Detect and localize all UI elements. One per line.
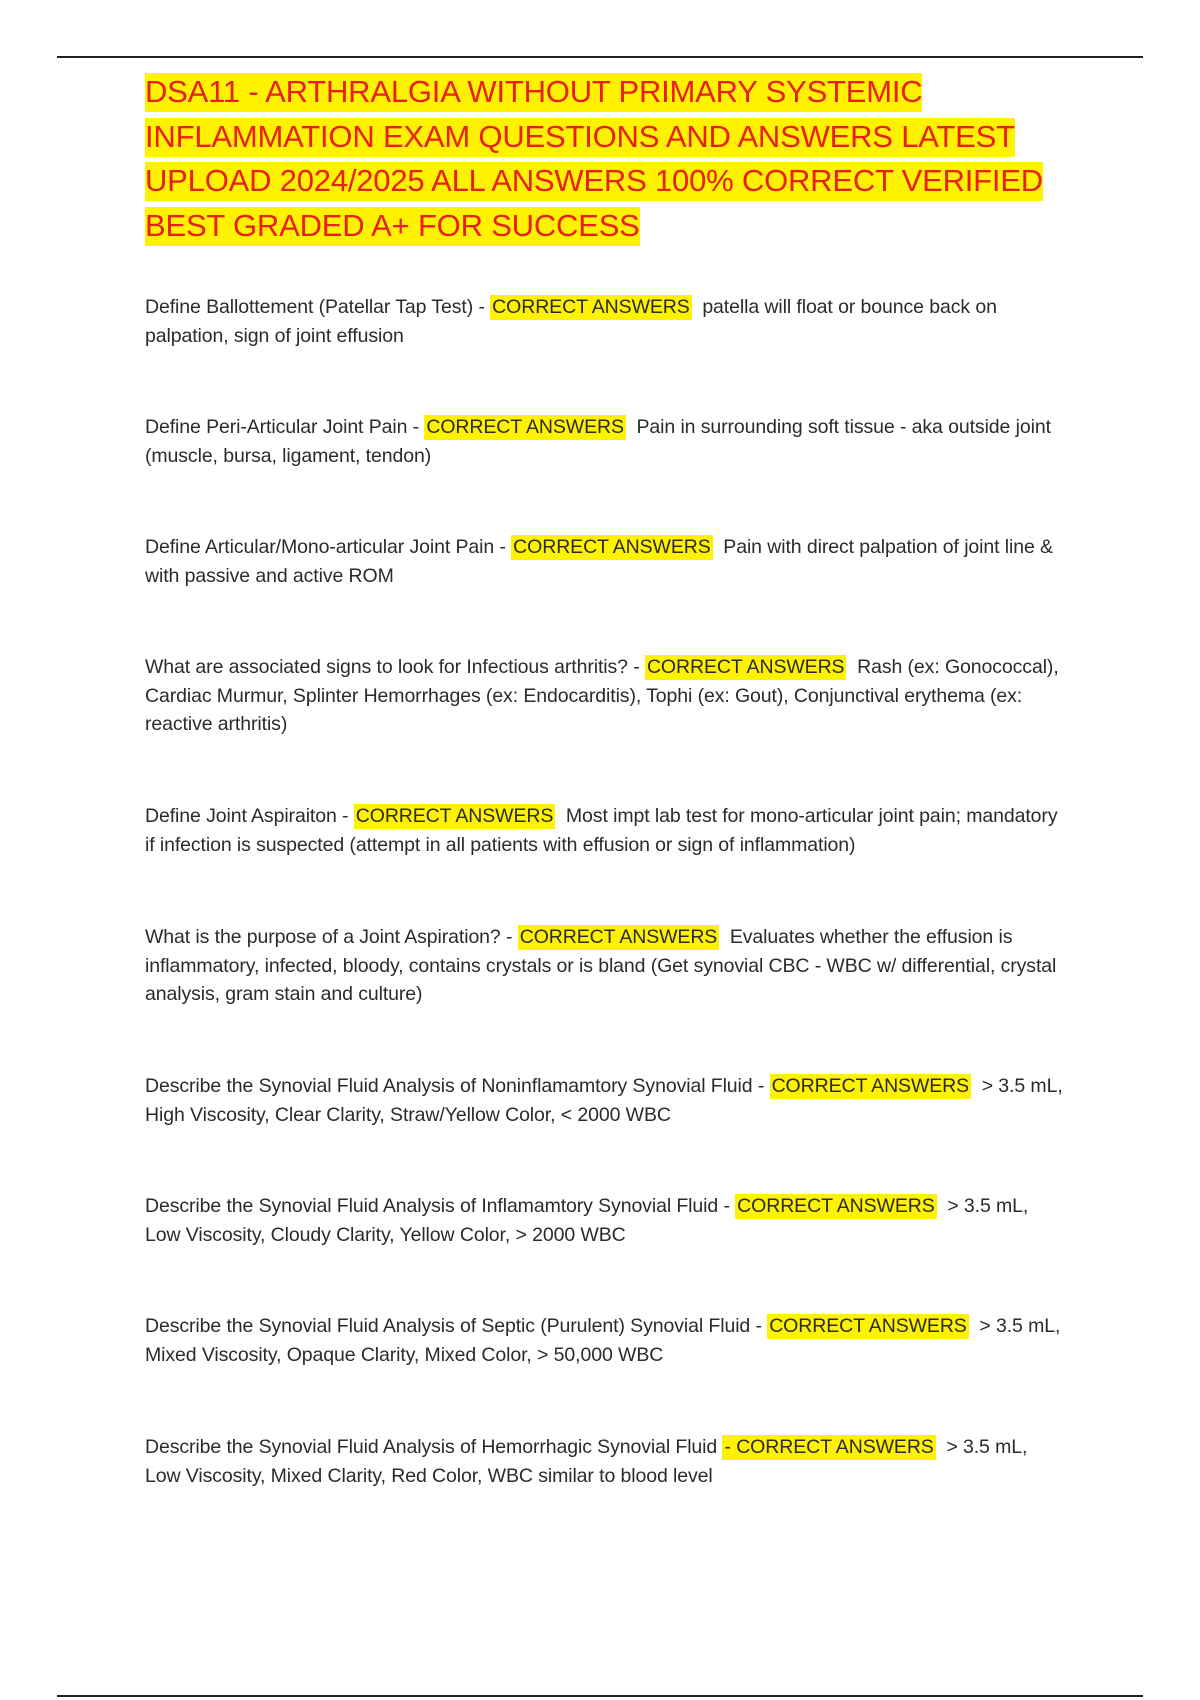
qa-item: Describe the Synovial Fluid Analysis of Septic (Purulent) Synovial Fluid - CORRECT ANSWERS > 3.5 mL, Mixed Viscosity, Opaque Clarity, Mixed Color, > 50,000 WBC bbox=[145, 1315, 1061, 1366]
answer-text: Pain with direct palpation of joint line & with passive and active ROM bbox=[145, 536, 1053, 587]
qa-item: Describe the Synovial Fluid Analysis of Inflamamtory Synovial Fluid - CORRECT ANSWERS > 3.5 mL, Low Viscosity, Cloudy Clarity, Yellow Color, > 2000 WBC bbox=[145, 1195, 1029, 1246]
answer-text: Rash (ex: Gonococcal), Cardiac Murmur, Splinter Hemorrhages (ex: Endocarditis), Tophi (ex: Gout), Conjunctival erythema (ex: reactive arthritis) bbox=[145, 656, 1059, 735]
question-text: What is the purpose of a Joint Aspiration? bbox=[145, 926, 501, 948]
question-text: What are associated signs to look for Infectious arthritis? bbox=[145, 656, 628, 678]
question-text: Define Peri-Articular Joint Pain bbox=[145, 416, 408, 438]
answer-marker: CORRECT ANSWERS bbox=[426, 416, 624, 438]
answer-marker: CORRECT ANSWERS bbox=[519, 926, 718, 948]
answer-text: > 3.5 mL, Mixed Viscosity, Opaque Clarity, Mixed Color, > 50,000 WBC bbox=[145, 1315, 1061, 1366]
answer-marker: CORRECT ANSWERS bbox=[492, 296, 690, 318]
document-title bbox=[145, 70, 1075, 248]
qa-item: Define Peri-Articular Joint Pain - CORRECT ANSWERS Pain in surrounding soft tissue - aka outside joint (muscle, bursa, ligament, tendon) bbox=[145, 416, 1051, 467]
answer-marker: - CORRECT ANSWERS bbox=[724, 1436, 934, 1458]
answer-marker: CORRECT ANSWERS bbox=[646, 656, 845, 678]
question-text: Define Joint Aspiraiton bbox=[145, 805, 337, 827]
answer-text: > 3.5 mL, Low Viscosity, Cloudy Clarity, Yellow Color, > 2000 WBC bbox=[145, 1195, 1029, 1246]
answer-text: > 3.5 mL, High Viscosity, Clear Clarity, Straw/Yellow Color, < 2000 WBC bbox=[145, 1075, 1063, 1126]
question-text: Define Ballottement (Patellar Tap Test) bbox=[145, 296, 474, 318]
answer-marker: CORRECT ANSWERS bbox=[355, 805, 554, 827]
qa-item: Define Joint Aspiraiton - CORRECT ANSWERS Most impt lab test for mono-articular joint pain; mandatory if infection is suspected (attempt in all patients with effusion or sign of inflammation) bbox=[145, 805, 1058, 856]
header-rule bbox=[57, 56, 1143, 58]
answer-marker: CORRECT ANSWERS bbox=[771, 1075, 970, 1097]
question-text: Define Articular/Mono-articular Joint Pain bbox=[145, 536, 495, 558]
question-text: Describe the Synovial Fluid Analysis of Inflamamtory Synovial Fluid bbox=[145, 1195, 719, 1217]
question-text: Describe the Synovial Fluid Analysis of Hemorrhagic Synovial Fluid bbox=[145, 1436, 718, 1458]
answer-marker: CORRECT ANSWERS bbox=[737, 1195, 935, 1217]
title-highlight: DSA11 - ARTHRALGIA WITHOUT PRIMARY SYSTEMIC INFLAMMATION EXAM QUESTIONS AND ANSWERS LATEST UPLOAD 2024/2025 ALL ANSWERS 100% CORRECT VERIFIED BEST GRADED A+ FOR SUCCESS bbox=[145, 73, 1043, 246]
qa-item: Describe the Synovial Fluid Analysis of Noninflamamtory Synovial Fluid - CORRECT ANSWERS > 3.5 mL, High Viscosity, Clear Clarity, Straw/Yellow Color, < 2000 WBC bbox=[145, 1075, 1063, 1126]
answer-text: patella will float or bounce back on palpation, sign of joint effusion bbox=[145, 296, 997, 347]
qa-item: What is the purpose of a Joint Aspiration? - CORRECT ANSWERS Evaluates whether the effusion is inflammatory, infected, bloody, contains crystals or is bland (Get synovial CBC - WBC w/ differential, crystal analysis, gram stain and culture) bbox=[145, 926, 1057, 1005]
answer-text: Pain in surrounding soft tissue - aka outside joint (muscle, bursa, ligament, tendon) bbox=[145, 416, 1051, 467]
answer-text: > 3.5 mL, Low Viscosity, Mixed Clarity, Red Color, WBC similar to blood level bbox=[145, 1436, 1028, 1487]
answer-marker: CORRECT ANSWERS bbox=[513, 536, 711, 558]
qa-item: Define Ballottement (Patellar Tap Test) - CORRECT ANSWERS patella will float or bounce back on palpation, sign of joint effusion bbox=[145, 296, 997, 347]
qa-item bbox=[145, 1433, 1065, 1490]
answer-marker: CORRECT ANSWERS bbox=[769, 1315, 967, 1337]
question-text: Describe the Synovial Fluid Analysis of Septic (Purulent) Synovial Fluid bbox=[145, 1315, 751, 1337]
footer-rule bbox=[57, 1695, 1143, 1697]
question-text: Describe the Synovial Fluid Analysis of Noninflamamtory Synovial Fluid bbox=[145, 1075, 753, 1097]
qa-item: Define Articular/Mono-articular Joint Pain - CORRECT ANSWERS Pain with direct palpation of joint line & with passive and active ROM bbox=[145, 536, 1053, 587]
qa-item: What are associated signs to look for Infectious arthritis? - CORRECT ANSWERS Rash (ex: Gonococcal), Cardiac Murmur, Splinter Hemorrhages (ex: Endocarditis), Tophi (ex: Gout), Conjunctival erythema (ex: reactive arthritis) bbox=[145, 656, 1059, 735]
answer-text: Evaluates whether the effusion is inflammatory, infected, bloody, contains crystals or is bland (Get synovial CBC - WBC w/ differential, crystal analysis, gram stain and culture) bbox=[145, 926, 1057, 1005]
answer-text: Most impt lab test for mono-articular joint pain; mandatory if infection is suspected (attempt in all patients with effusion or sign of inflammation) bbox=[145, 805, 1058, 856]
